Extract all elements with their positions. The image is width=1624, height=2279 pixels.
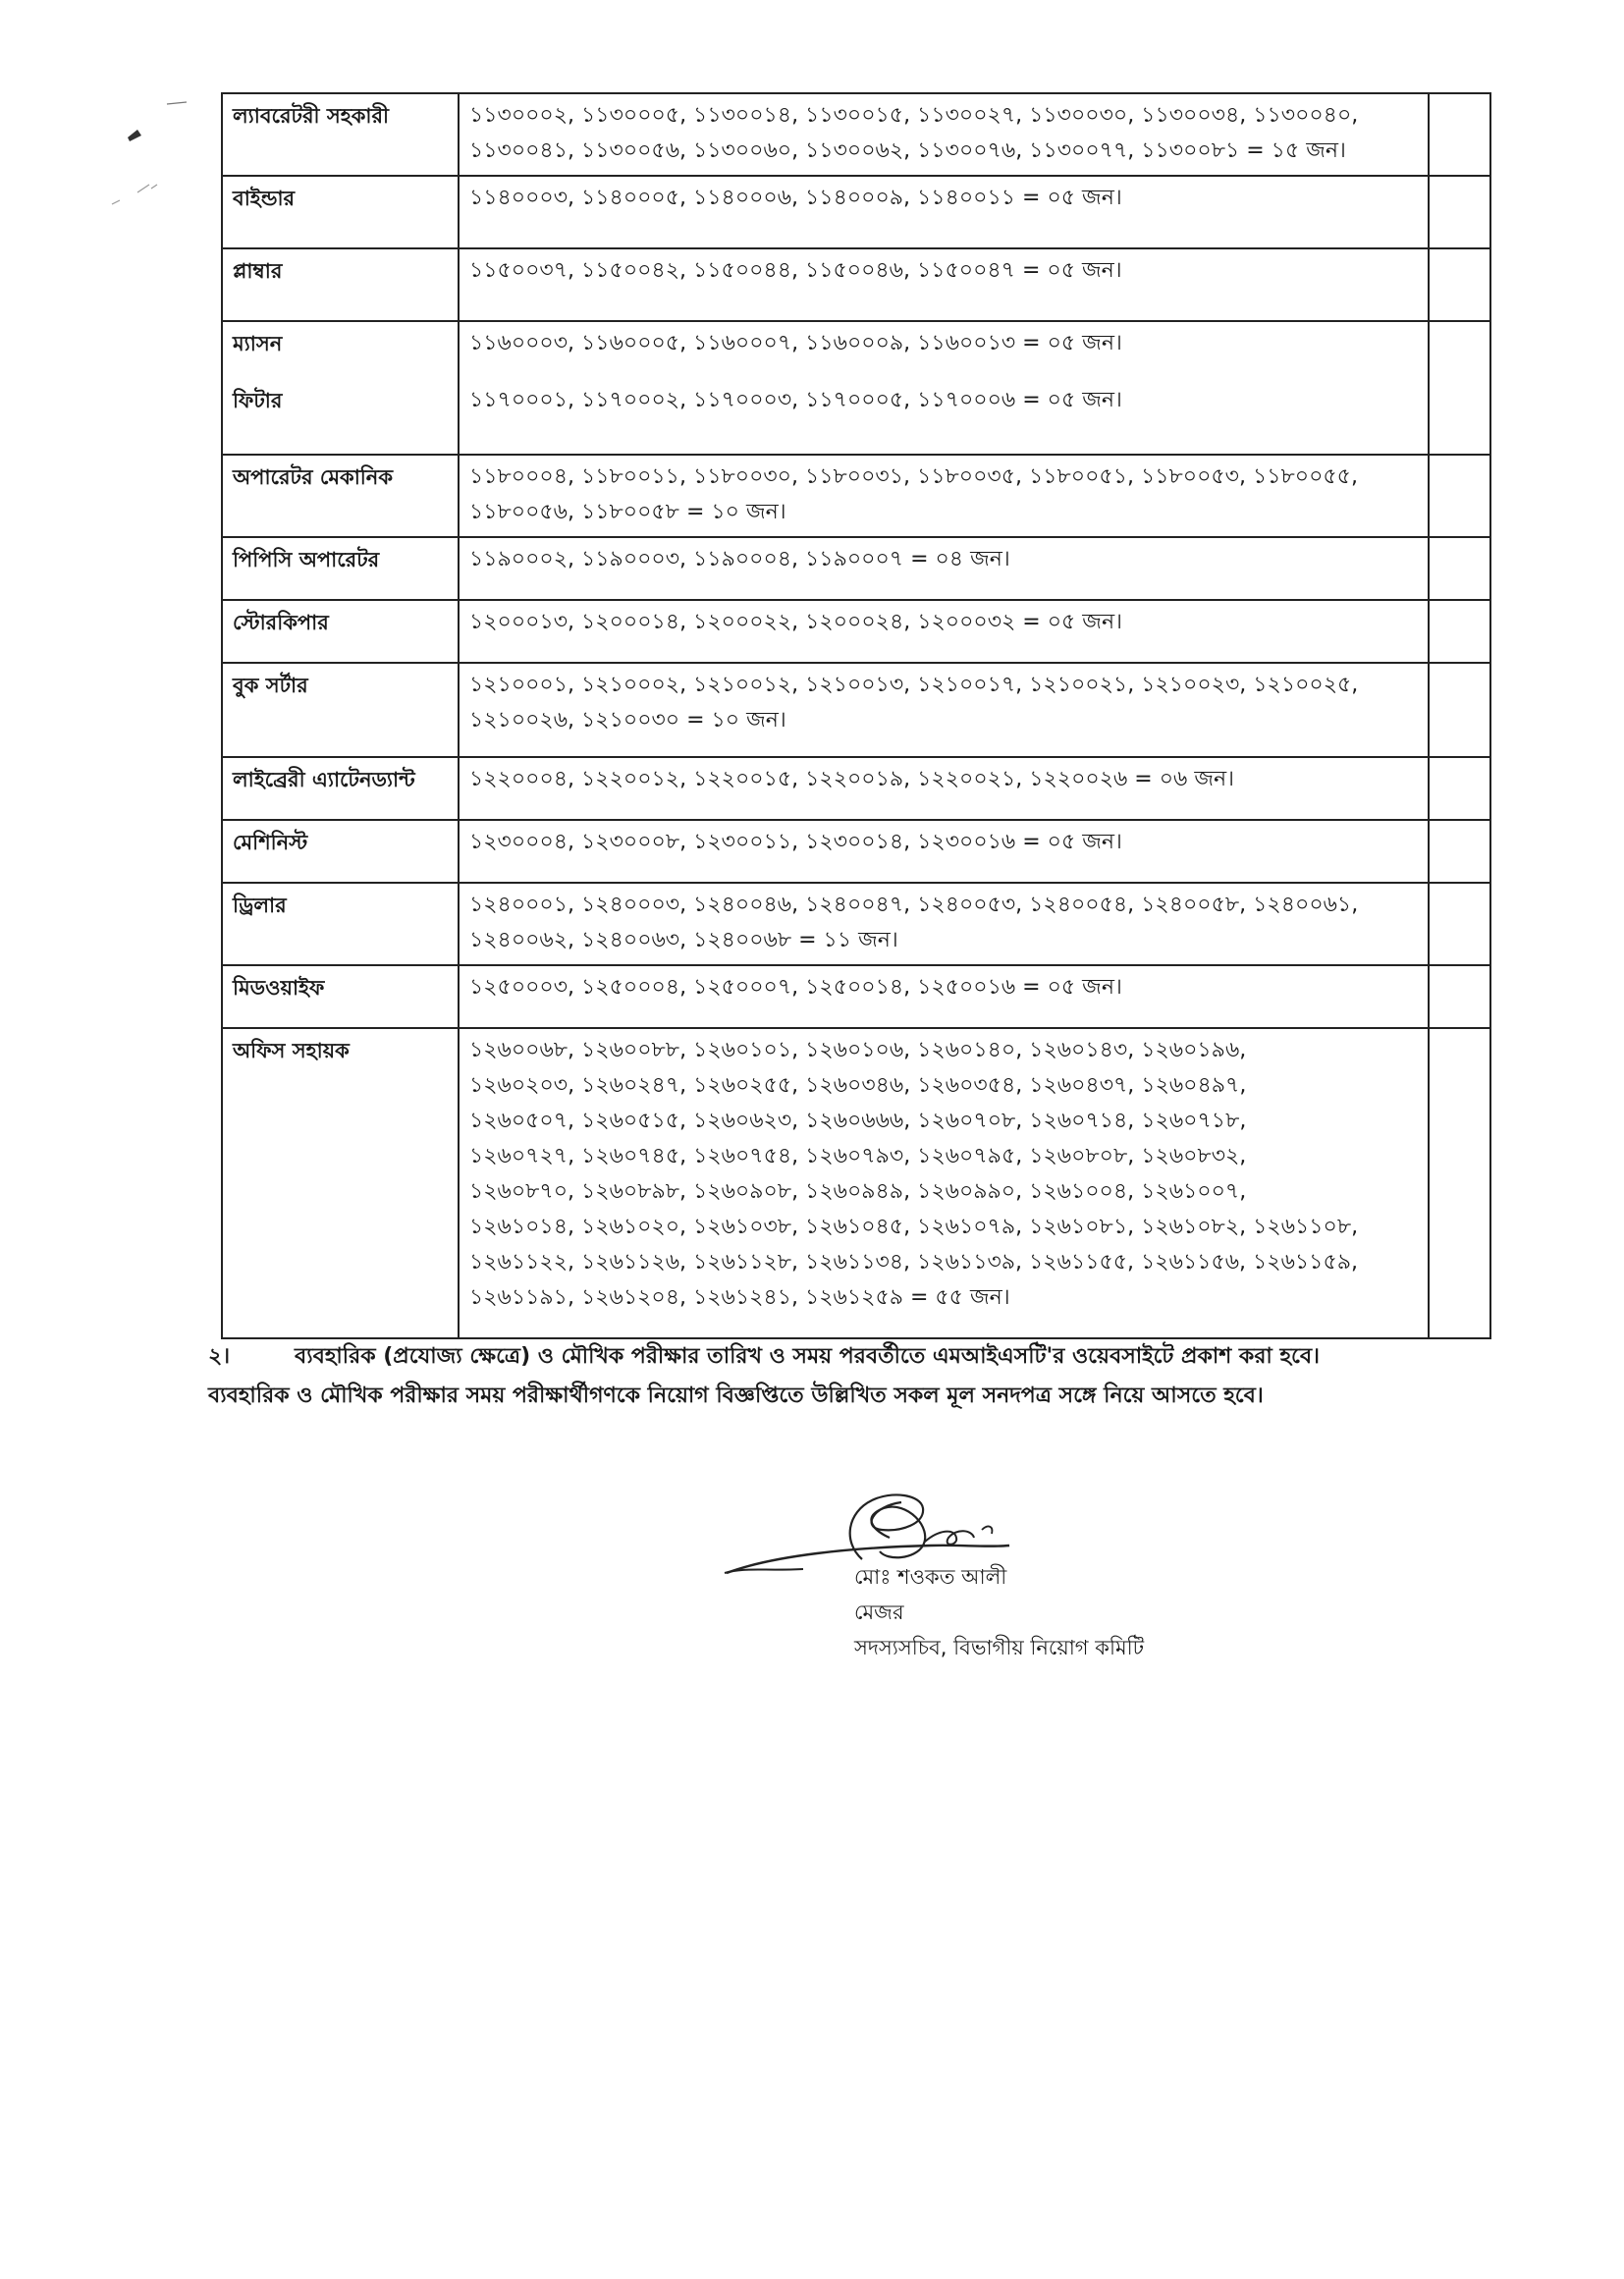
post-name: মিডওয়াইফ <box>233 976 325 1000</box>
table-row <box>222 663 1490 757</box>
post-name: অফিস সহায়ক <box>233 1039 350 1062</box>
roll-numbers-line: ১২১০০০১, ১২১০০০২, ১২১০০১২, ১২১০০১৩, ১২১০০১৭, ১২১০০২১, ১২১০০২৩, ১২১০০২৫, <box>468 673 1359 697</box>
roll-numbers-cell <box>459 883 1429 965</box>
roll-numbers-line: ১১৩০০৪১, ১১৩০০৫৬, ১১৩০০৬০, ১১৩০০৬২, ১১৩০০৭৬, ১১৩০০৭৭, ১১৩০০৮১ = ১৫ জন। <box>468 138 1346 163</box>
roll-numbers-line: ১২৫০০০৩, ১২৫০০০৪, ১২৫০০০৭, ১২৫০০১৪, ১২৫০০১৬ = ০৫ জন। <box>468 975 1122 1000</box>
roll-numbers-cell <box>459 1028 1429 1338</box>
roll-numbers-line: ১২১০০২৬, ১২১০০৩০ = ১০ জন। <box>468 708 786 733</box>
roll-numbers-line: ১২৬০৭২৭, ১২৬০৭৪৫, ১২৬০৭৫৪, ১২৬০৭৯৩, ১২৬০৭৯৫, ১২৬০৮০৮, ১২৬০৮৩২, <box>468 1144 1247 1168</box>
post-name: স্টোরকিপার <box>233 611 329 634</box>
roll-numbers-cell <box>459 663 1429 757</box>
roll-numbers-line: ১২৬১০১৪, ১২৬১০২০, ১২৬১০৩৮, ১২৬১০৪৫, ১২৬১০৭৯, ১২৬১০৮১, ১২৬১০৮২, ১২৬১১০৮, <box>468 1215 1359 1239</box>
roll-numbers-cell <box>459 321 1429 455</box>
blank-cell <box>1429 600 1490 663</box>
roll-numbers-line: ১১৩০০০২, ১১৩০০০৫, ১১৩০০১৪, ১১৩০০১৫, ১১৩০০২৭, ১১৩০০৩০, ১১৩০০৩৪, ১১৩০০৪০, <box>468 103 1359 128</box>
blank-cell <box>1429 663 1490 757</box>
post-name: ম্যাসন <box>233 332 283 355</box>
post-cell <box>222 321 459 455</box>
blank-cell <box>1429 176 1490 248</box>
post-name: বাইন্ডার <box>233 187 296 210</box>
post-name: ড্রিলার <box>233 894 287 917</box>
note-number: ২। <box>208 1344 231 1369</box>
signature-block <box>715 1473 1265 1709</box>
roll-numbers-line: ১১৮০০০৪, ১১৮০০১১, ১১৮০০৩০, ১১৮০০৩১, ১১৮০০৩৫, ১১৮০০৫১, ১১৮০০৫৩, ১১৮০০৫৫, <box>468 464 1358 489</box>
roll-numbers-cell <box>459 965 1429 1028</box>
scan-smudge <box>108 98 196 206</box>
roll-numbers-line: ১১৭০০০১, ১১৭০০০২, ১১৭০০০৩, ১১৭০০০৫, ১১৭০০০৬ = ০৫ জন। <box>468 388 1122 412</box>
post-cell <box>222 176 459 248</box>
post-cell <box>222 663 459 757</box>
roll-numbers-line: ১২৬০২০৩, ১২৬০২৪৭, ১২৬০২৫৫, ১২৬০৩৪৬, ১২৬০৩৫৪, ১২৬০৪৩৭, ১২৬০৪৯৭, <box>468 1073 1247 1098</box>
roll-numbers-cell <box>459 248 1429 321</box>
post-name: বুক সর্টার <box>233 674 308 697</box>
signatory-rank: মেজর <box>854 1601 904 1624</box>
roll-numbers-line: ১২৬০৫০৭, ১২৬০৫১৫, ১২৬০৬২৩, ১২৬০৬৬৬, ১২৬০৭০৮, ১২৬০৭১৪, ১২৬০৭১৮, <box>468 1109 1247 1133</box>
roll-numbers-line: ১১৮০০৫৬, ১১৮০০৫৮ = ১০ জন। <box>468 500 786 524</box>
roll-numbers-cell <box>459 820 1429 883</box>
post-cell <box>222 965 459 1028</box>
roll-numbers-line: ১১৪০০০৩, ১১৪০০০৫, ১১৪০০০৬, ১১৪০০০৯, ১১৪০০১১ = ০৫ জন। <box>468 186 1122 210</box>
post-name: প্লাম্বার <box>233 259 283 283</box>
post-name: মেশিনিস্ট <box>233 831 308 854</box>
blank-cell <box>1429 321 1490 455</box>
blank-cell <box>1429 883 1490 965</box>
blank-cell <box>1429 820 1490 883</box>
table-row <box>222 883 1490 965</box>
roll-numbers-cell <box>459 537 1429 600</box>
roll-numbers-cell <box>459 600 1429 663</box>
post-name: লাইব্রেরী এ্যাটেনড্যান্ট <box>233 768 415 791</box>
post-cell <box>222 820 459 883</box>
roll-numbers-line: ১২০০০১৩, ১২০০০১৪, ১২০০০২২, ১২০০০২৪, ১২০০০৩২ = ০৫ জন। <box>468 610 1122 634</box>
roll-numbers-line: ১১৫০০৩৭, ১১৫০০৪২, ১১৫০০৪৪, ১১৫০০৪৬, ১১৫০০৪৭ = ০৫ জন। <box>468 258 1122 283</box>
table-row <box>222 820 1490 883</box>
blank-cell <box>1429 1028 1490 1338</box>
table-row <box>222 93 1490 176</box>
table-row <box>222 321 1490 455</box>
results-table <box>221 92 1491 1339</box>
note-paragraph <box>208 1337 1426 1416</box>
table-row <box>222 965 1490 1028</box>
post-cell <box>222 248 459 321</box>
post-cell <box>222 537 459 600</box>
roll-numbers-line: ১১৯০০০২, ১১৯০০০৩, ১১৯০০০৪, ১১৯০০০৭ = ০৪ জন। <box>468 547 1010 571</box>
roll-numbers-line: ১১৬০০০৩, ১১৬০০০৫, ১১৬০০০৭, ১১৬০০০৯, ১১৬০০১৩ = ০৫ জন। <box>468 331 1122 355</box>
note-line-2: ব্যবহারিক ও মৌখিক পরীক্ষার সময় পরীক্ষার্থীগণকে নিয়োগ বিজ্ঞপ্তিতে উল্লিখিত সকল মূল সনদপত্র সঙ্গে নিয়ে আসতে হবে। <box>208 1384 1264 1408</box>
roll-numbers-line: ১২২০০০৪, ১২২০০১২, ১২২০০১৫, ১২২০০১৯, ১২২০০২১, ১২২০০২৬ = ০৬ জন। <box>468 767 1235 791</box>
table-row <box>222 537 1490 600</box>
roll-numbers-line: ১২৬০৮৭০, ১২৬০৮৯৮, ১২৬০৯০৮, ১২৬০৯৪৯, ১২৬০৯৯০, ১২৬১০০৪, ১২৬১০০৭, <box>468 1179 1247 1204</box>
blank-cell <box>1429 965 1490 1028</box>
post-name: ল্যাবরেটরী সহকারী <box>233 104 390 128</box>
post-cell <box>222 600 459 663</box>
signatory-name: মোঃ শওকত আলী <box>854 1565 1007 1589</box>
note-text-1: ব্যবহারিক (প্রযোজ্য ক্ষেত্রে) ও মৌখিক পরীক্ষার তারিখ ও সময় পরবর্তীতে এমআইএসটি'র ওয়েবসাইটে প্রকাশ করা হবে। <box>295 1344 1320 1369</box>
post-cell <box>222 757 459 820</box>
roll-numbers-cell <box>459 93 1429 176</box>
post-cell <box>222 1028 459 1338</box>
table-row <box>222 248 1490 321</box>
roll-numbers-line: ১২৪০০০১, ১২৪০০০৩, ১২৪০০৪৬, ১২৪০০৪৭, ১২৪০০৫৩, ১২৪০০৫৪, ১২৪০০৫৮, ১২৪০০৬১, <box>468 893 1359 917</box>
signatory-title: সদস্যসচিব, বিভাগীয় নিয়োগ কমিটি <box>854 1636 1145 1659</box>
table-body <box>222 93 1490 1338</box>
table-row <box>222 1028 1490 1338</box>
post-name: পিপিসি অপারেটর <box>233 548 380 571</box>
post-name: ফিটার <box>233 389 283 412</box>
roll-numbers-cell <box>459 176 1429 248</box>
roll-numbers-line: ১২৬১১২২, ১২৬১১২৬, ১২৬১১২৮, ১২৬১১৩৪, ১২৬১১৩৯, ১২৬১১৫৫, ১২৬১১৫৬, ১২৬১১৫৯, <box>468 1250 1358 1275</box>
blank-cell <box>1429 93 1490 176</box>
table-row <box>222 600 1490 663</box>
table-row <box>222 757 1490 820</box>
note-line-1 <box>208 1337 1426 1377</box>
roll-numbers-line: ১২৩০০০৪, ১২৩০০০৮, ১২৩০০১১, ১২৩০০১৪, ১২৩০০১৬ = ০৫ জন। <box>468 830 1122 854</box>
blank-cell <box>1429 455 1490 537</box>
blank-cell <box>1429 248 1490 321</box>
blank-cell <box>1429 757 1490 820</box>
roll-numbers-cell <box>459 455 1429 537</box>
roll-numbers-cell <box>459 757 1429 820</box>
post-cell <box>222 883 459 965</box>
post-cell <box>222 455 459 537</box>
table-row <box>222 455 1490 537</box>
post-name: অপারেটর মেকানিক <box>233 465 394 489</box>
roll-numbers-line: ১২৪০০৬২, ১২৪০০৬৩, ১২৪০০৬৮ = ১১ জন। <box>468 928 898 952</box>
post-cell <box>222 93 459 176</box>
blank-cell <box>1429 537 1490 600</box>
roll-numbers-line: ১২৬১১৯১, ১২৬১২০৪, ১২৬১২৪১, ১২৬১২৫৯ = ৫৫ জন। <box>468 1285 1010 1310</box>
roll-numbers-line: ১২৬০০৬৮, ১২৬০০৮৮, ১২৬০১০১, ১২৬০১০৬, ১২৬০১৪০, ১২৬০১৪৩, ১২৬০১৯৬, <box>468 1038 1247 1062</box>
table-row <box>222 176 1490 248</box>
